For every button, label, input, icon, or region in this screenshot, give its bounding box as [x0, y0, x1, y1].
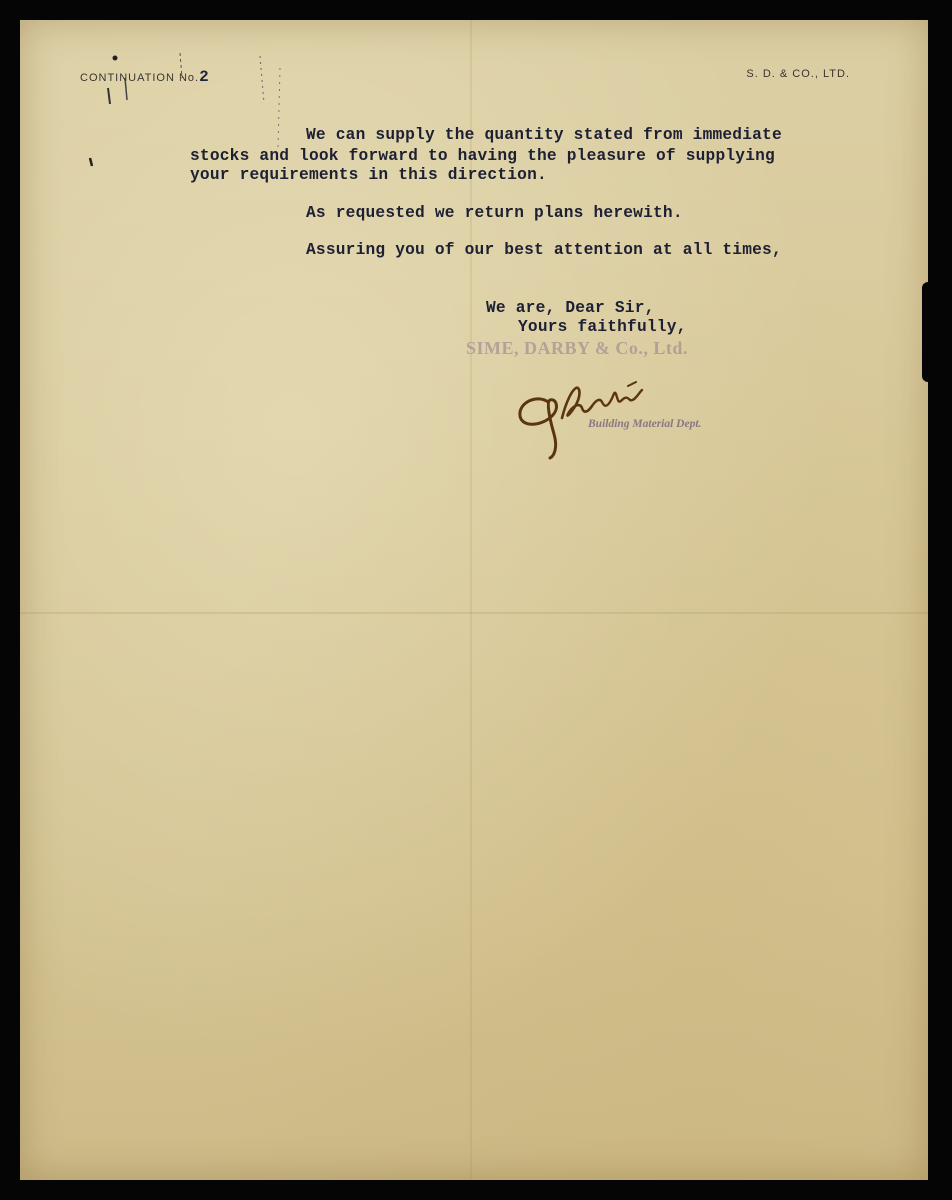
- fold-line-vertical: [470, 20, 472, 1180]
- paper-tear: [922, 282, 928, 382]
- paragraph-2: As requested we return plans herewith.: [306, 204, 683, 222]
- fold-line-horizontal: [20, 612, 928, 614]
- paragraph-1-line-3: your requirements in this direction.: [190, 166, 547, 184]
- letter-sheet: [20, 20, 928, 1180]
- paragraph-1-line-2: stocks and look forward to having the pleasure of supplying: [190, 147, 775, 165]
- continuation-label: CONTINUATION No.: [80, 72, 200, 84]
- continuation-header: [80, 68, 210, 86]
- paragraph-3: Assuring you of our best attention at all times,: [306, 241, 782, 259]
- closing-salutation: We are, Dear Sir,: [486, 299, 655, 317]
- handwritten-signature: [510, 372, 690, 462]
- closing-sign-off: Yours faithfully,: [518, 318, 687, 336]
- continuation-number: 2: [199, 68, 210, 86]
- paragraph-1-line-1: We can supply the quantity stated from immediate: [306, 126, 782, 144]
- company-stamp: SIME, DARBY & Co., Ltd.: [466, 338, 688, 358]
- company-code: S. D. & CO., LTD.: [746, 68, 850, 80]
- department-stamp: Building Material Dept.: [588, 418, 702, 430]
